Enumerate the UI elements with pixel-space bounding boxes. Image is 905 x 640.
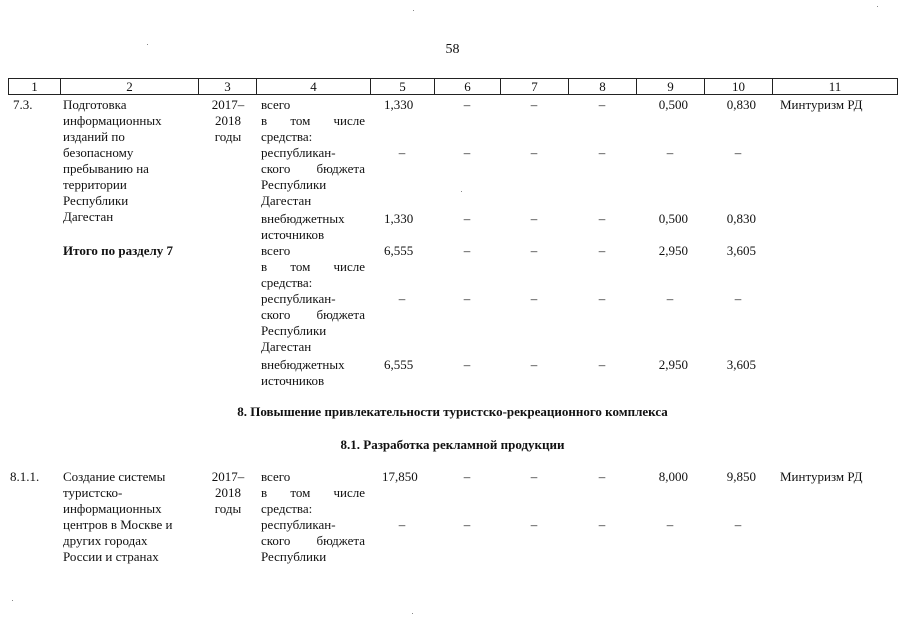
dash-col8: – — [598, 145, 606, 160]
word: том — [290, 259, 311, 274]
item-name-line: России и странах — [63, 549, 159, 564]
funding-budget-line: республикан- — [261, 517, 336, 532]
funding-budget-line — [261, 533, 365, 549]
dash-col10: – — [734, 145, 742, 160]
dash-col6: – — [463, 211, 471, 226]
word: бюджета — [316, 161, 365, 176]
dash-col6: – — [463, 291, 471, 306]
funding-incl-line — [261, 259, 365, 275]
funding-budget-line: республикан- — [261, 291, 336, 306]
scan-speck — [412, 613, 413, 614]
period-line: годы — [214, 129, 242, 144]
word: в — [261, 259, 268, 274]
word: том — [290, 485, 311, 500]
period-line: 2018 — [215, 485, 241, 500]
executor: Минтуризм РД — [780, 97, 863, 112]
dash-col6: – — [463, 243, 471, 258]
scan-speck — [413, 10, 414, 11]
funding-incl-line — [261, 113, 365, 129]
funding-incl-rest: средства: — [261, 129, 313, 144]
header-cell-10: 10 — [704, 78, 772, 95]
dash-col8: – — [598, 517, 606, 532]
funding-total-label: всего — [261, 97, 291, 112]
item-name-line: других городах — [63, 533, 148, 548]
dash-col8: – — [598, 291, 606, 306]
item-name-line: информационных — [63, 113, 162, 128]
dash-col7: – — [530, 145, 538, 160]
word: числе — [333, 113, 366, 128]
header-cell-11: 11 — [772, 78, 898, 95]
funding-extra-line: внебюджетных — [261, 211, 345, 226]
dash-col6: – — [463, 145, 471, 160]
header-cell-6: 6 — [434, 78, 500, 95]
dash-col6: – — [463, 517, 471, 532]
period-line: 2017– — [211, 469, 245, 484]
dash-col7: – — [530, 357, 538, 372]
scan-speck — [877, 6, 878, 7]
word: ского — [261, 161, 291, 176]
item-name-line: Подготовка — [63, 97, 127, 112]
dash-col6: – — [463, 357, 471, 372]
word: том — [290, 113, 311, 128]
header-cell-9: 9 — [636, 78, 704, 95]
dash-col9: – — [666, 145, 674, 160]
word: ского — [261, 533, 291, 548]
funding-budget-line — [261, 161, 365, 177]
value-col10: 3,605 — [726, 243, 756, 258]
header-cell-5: 5 — [370, 78, 434, 95]
page-number: 58 — [445, 42, 460, 57]
period-line: 2017– — [211, 97, 245, 112]
dash-col5: – — [398, 145, 406, 160]
dash-col9: – — [666, 291, 674, 306]
dash-col8: – — [598, 97, 606, 112]
word: в — [261, 485, 268, 500]
item-name-line: изданий по — [63, 129, 125, 144]
header-cell-3: 3 — [198, 78, 256, 95]
value-col10: 0,830 — [726, 97, 756, 112]
item-name-line: Республики — [63, 193, 129, 208]
value-col5: 6,555 — [384, 243, 414, 258]
value-col9: 2,950 — [658, 243, 688, 258]
funding-incl-line — [261, 485, 365, 501]
dash-col7: – — [530, 469, 538, 484]
value-col5: 1,330 — [384, 97, 414, 112]
dash-col6: – — [463, 97, 471, 112]
value-col9: 2,950 — [658, 357, 688, 372]
word: бюджета — [316, 533, 365, 548]
word: числе — [333, 485, 366, 500]
funding-budget-line: Дагестан — [261, 339, 312, 354]
total-row-label: Итого по разделу 7 — [63, 243, 174, 258]
item-name-line: безопасному — [63, 145, 134, 160]
row-number: 7.3. — [13, 97, 33, 112]
funding-incl-rest: средства: — [261, 275, 313, 290]
item-name-line: центров в Москве и — [63, 517, 173, 532]
funding-budget-line: Республики — [261, 177, 327, 192]
funding-extra-line: источников — [261, 227, 325, 242]
funding-budget-line: Республики — [261, 549, 327, 564]
executor: Минтуризм РД — [780, 469, 863, 484]
value-col9: 0,500 — [658, 211, 688, 226]
header-cell-8: 8 — [568, 78, 636, 95]
dash-col7: – — [530, 291, 538, 306]
row-number: 8.1.1. — [10, 469, 40, 484]
dash-col7: – — [530, 211, 538, 226]
value-col10: 9,850 — [726, 469, 756, 484]
dash-col7: – — [530, 97, 538, 112]
funding-budget-line — [261, 307, 365, 323]
item-name-line: информационных — [63, 501, 162, 516]
word: числе — [333, 259, 366, 274]
dash-col7: – — [530, 243, 538, 258]
funding-incl-rest: средства: — [261, 501, 313, 516]
dash-col5: – — [398, 517, 406, 532]
header-cell-2: 2 — [60, 78, 198, 95]
funding-budget-line: Республики — [261, 323, 327, 338]
item-name-line: туристско- — [63, 485, 123, 500]
period-line: годы — [214, 501, 242, 516]
value-col10: 3,605 — [726, 357, 756, 372]
word: в — [261, 113, 268, 128]
subsection-8-1-heading: 8.1. Разработка рекламной продукции — [340, 437, 565, 452]
value-col9: 0,500 — [658, 97, 688, 112]
period-line: 2018 — [215, 113, 241, 128]
funding-total-label: всего — [261, 469, 291, 484]
item-name-line: Дагестан — [63, 209, 114, 224]
scan-speck — [12, 600, 13, 601]
word: бюджета — [316, 307, 365, 322]
header-cell-1: 1 — [8, 78, 60, 95]
value-col5: 1,330 — [384, 211, 414, 226]
funding-extra-line: внебюджетных — [261, 357, 345, 372]
item-name-line: пребыванию на — [63, 161, 149, 176]
dash-col8: – — [598, 357, 606, 372]
value-col9: 8,000 — [658, 469, 688, 484]
header-cell-7: 7 — [500, 78, 568, 95]
value-col5: 17,850 — [382, 469, 418, 484]
dash-col8: – — [598, 211, 606, 226]
item-name-line: Создание системы — [63, 469, 166, 484]
section-8-heading: 8. Повышение привлекательности туристско-рекреационного комплекса — [237, 404, 668, 419]
dash-col10: – — [734, 291, 742, 306]
funding-extra-line: источников — [261, 373, 325, 388]
value-col5: 6,555 — [384, 357, 414, 372]
funding-budget-line: республикан- — [261, 145, 336, 160]
dash-col9: – — [666, 517, 674, 532]
funding-budget-line: Дагестан — [261, 193, 312, 208]
header-cell-4: 4 — [256, 78, 370, 95]
scan-speck — [147, 44, 148, 45]
value-col10: 0,830 — [726, 211, 756, 226]
funding-total-label: всего — [261, 243, 291, 258]
dash-col6: – — [463, 469, 471, 484]
word: ского — [261, 307, 291, 322]
scan-speck — [461, 191, 462, 192]
dash-col7: – — [530, 517, 538, 532]
dash-col8: – — [598, 469, 606, 484]
dash-col5: – — [398, 291, 406, 306]
dash-col10: – — [734, 517, 742, 532]
item-name-line: территории — [63, 177, 127, 192]
dash-col8: – — [598, 243, 606, 258]
